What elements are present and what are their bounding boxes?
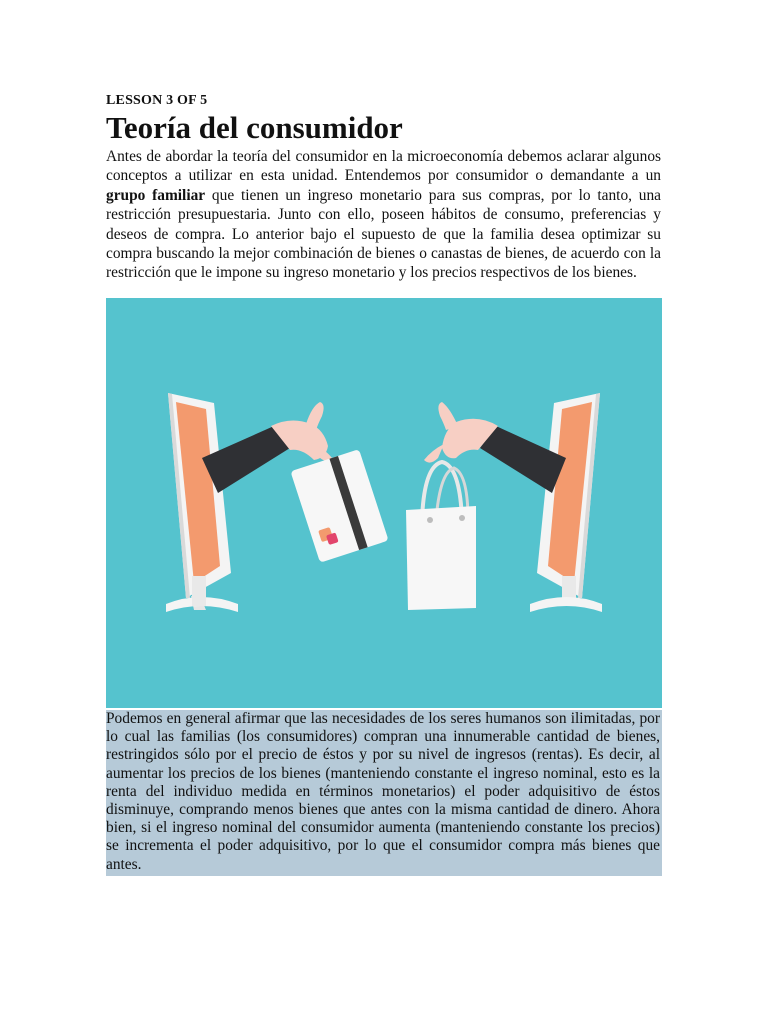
page-title: Teoría del consumidor <box>106 110 403 145</box>
credit-card-icon <box>290 449 388 563</box>
lesson-label: LESSON 3 OF 5 <box>106 93 208 108</box>
intro-paragraph <box>106 147 661 283</box>
intro-text-end: que tienen un ingreso monetario para sus compras, por lo tanto, una restricción presupuestaria. Junto con ello, poseen hábitos de consumo, preferencias y deseos de compra. Lo anterior bajo el supuesto de que la familia desea optimizar su compra buscando la mejor combinación de bienes o canastas de bienes, de acuerdo con la restricción que le impone su ingreso monetario y los precios respectivos de los bienes. <box>106 186 662 282</box>
highlighted-paragraph: Podemos en general afirmar que las necesidades de los seres humanos son ilimitadas, por lo cual las familias (los consumidores) compran una innumerable cantidad de bienes, restringidos sólo por el precio de éstos y por su nivel de ingresos (rentas). Es decir, al aumentar los precios de los bienes (manteniendo constante el ingreso nominal, esto es la renta del individuo medida en términos monetarios) el poder adquisitivo de éstos disminuye, comprando menos bienes que antes con la misma cantidad de dinero. Ahora bien, si el ingreso nominal del consumidor aumenta (manteniendo constante los precios) se incrementa el poder adquisitivo, por lo que el consumidor compra más bienes que antes. <box>106 710 662 876</box>
right-monitor-icon <box>530 393 602 612</box>
online-shopping-illustration <box>106 298 662 708</box>
left-monitor-icon <box>166 393 238 612</box>
intro-text-start: Antes de abordar la teoría del consumidor en la microeconomía debemos aclarar algunos conceptos a utilizar en esta unidad. Entendemos por consumidor o demandante a un <box>106 148 661 185</box>
shopping-bag-icon <box>406 462 476 610</box>
intro-bold-term: grupo familiar <box>106 186 206 204</box>
